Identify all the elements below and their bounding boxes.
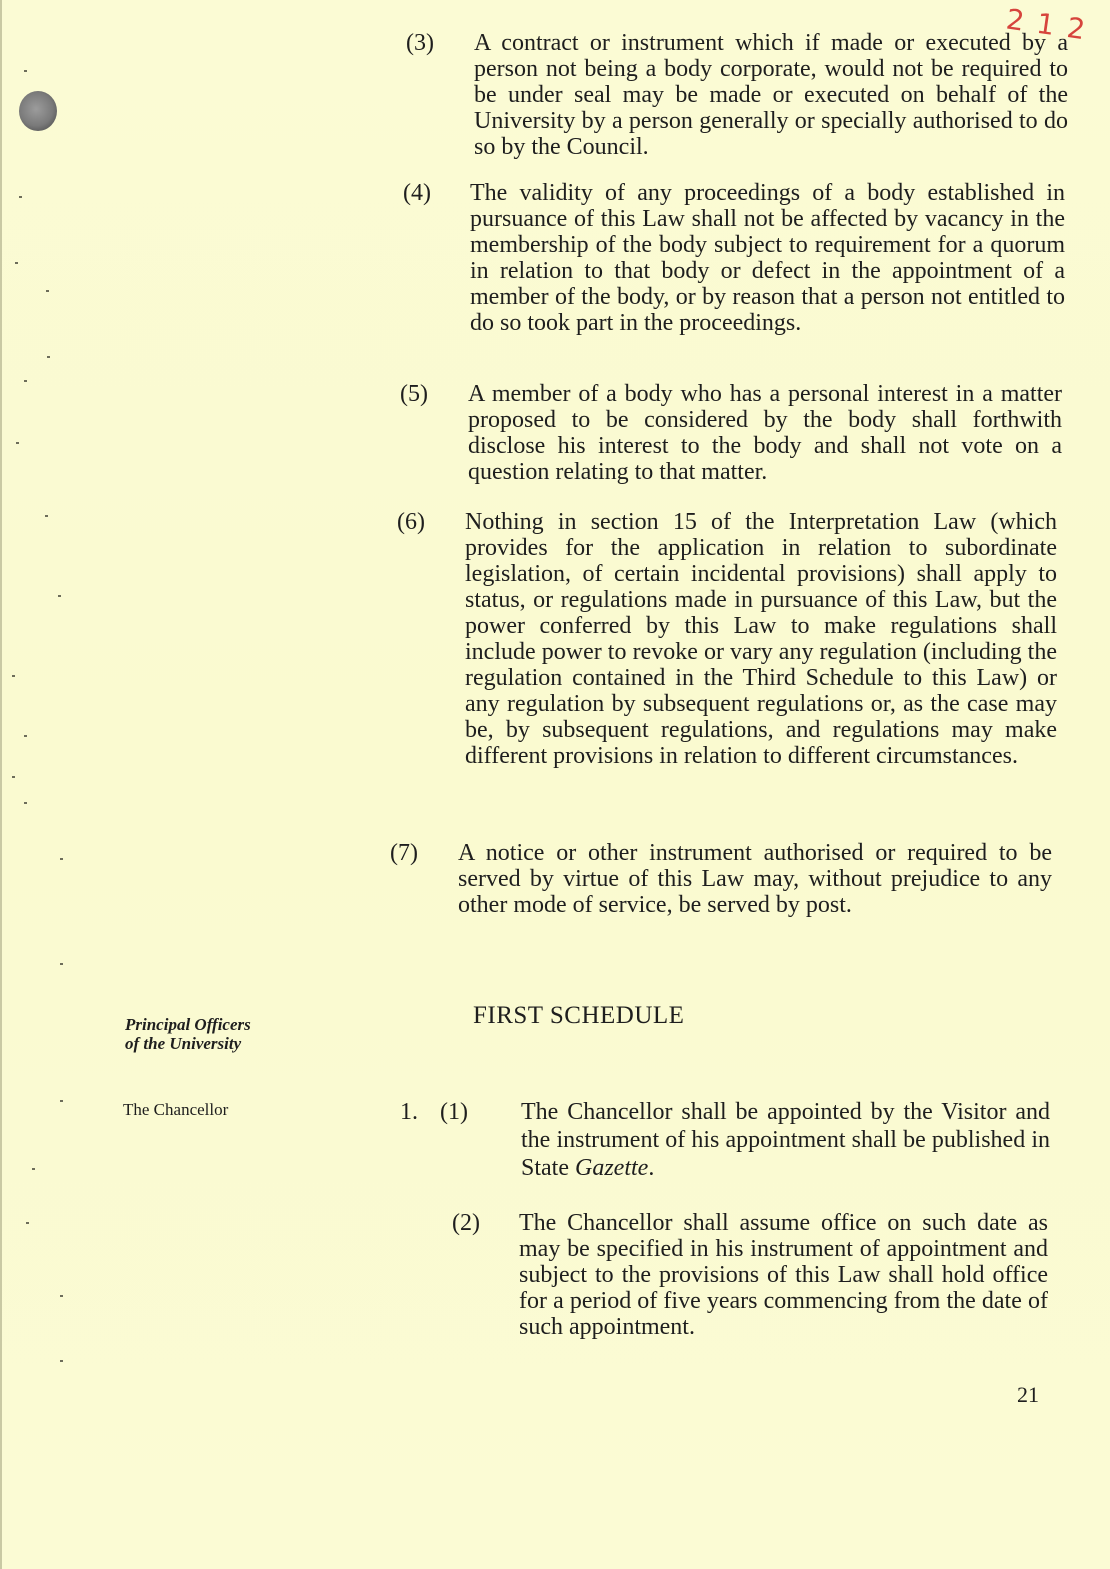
section-text: A member of a body who has a personal interest in a matter proposed to be considered by the body shall forthwith disclose his interest to the body and shall not vote on a question relating to that matter.	[468, 381, 1062, 485]
handwritten-annotation: 2 1 2	[1004, 2, 1090, 47]
item-number: (1)	[440, 1099, 468, 1125]
scan-speck	[24, 802, 27, 804]
item-text-end: .	[648, 1155, 655, 1181]
schedule-item-1-1	[400, 1098, 1050, 1194]
scan-speck	[15, 262, 18, 264]
section-text: A contract or instrument which if made or executed by a person not being a body corporate, would not be required to be under seal may be made or executed on behalf of the University by a person generally or specially authorised to do so by the Council.	[474, 30, 1068, 160]
scan-speck	[60, 1360, 63, 1362]
scan-speck	[24, 735, 27, 737]
scan-speck	[19, 196, 22, 198]
margin-note-line: of the University	[125, 1034, 242, 1053]
margin-note-the-chancellor: The Chancellor	[123, 1100, 229, 1119]
scan-speck	[60, 1295, 63, 1297]
scan-speck	[24, 70, 27, 72]
scan-speck	[16, 442, 19, 444]
paragraph-number: 1.	[400, 1099, 418, 1125]
scan-speck	[46, 290, 49, 292]
page-edge	[0, 0, 2, 1569]
section-number: (5)	[400, 381, 428, 407]
section-text: A notice or other instrument authorised or required to be served by virtue of this Law may, without prejudice to any other mode of service, be served by post.	[458, 840, 1052, 918]
gazette-italic: Gazette	[575, 1155, 649, 1181]
section-number: (7)	[390, 840, 418, 866]
margin-note-principal-officers	[125, 1015, 251, 1053]
scan-speck	[60, 1100, 63, 1102]
scan-speck	[12, 675, 15, 677]
item-text	[521, 1098, 1050, 1182]
schedule-heading: FIRST SCHEDULE	[473, 1002, 685, 1029]
scan-speck	[26, 1222, 29, 1224]
scan-speck	[32, 1168, 35, 1170]
section-text: Nothing in section 15 of the Interpretation Law (which provides for the application in relation to subordinate legislation, of certain incidental provisions) shall apply to status, or regulations made in pursuance of this Law, but the power conferred by this Law to make regulations shall include power to revoke or vary any regulation (including the regulation contained in the Third Schedule to this Law) or any regulation by subsequent regulations or, as the case may be, by subsequent regulations, and regulations may make different provisions in relation to different circumstances.	[465, 509, 1057, 769]
punch-hole	[19, 91, 57, 131]
section-number: (6)	[397, 509, 425, 535]
item-number: (2)	[452, 1210, 480, 1236]
item-text-main: The Chancellor shall be appointed by the Visitor and the instrument of his appointment shall be published in State	[521, 1099, 1050, 1181]
scan-speck	[60, 858, 63, 860]
margin-note-line: Principal Officers	[125, 1015, 251, 1034]
scan-speck	[45, 515, 48, 517]
item-text: The Chancellor shall assume office on such date as may be specified in his instrument of appointment and subject to the provisions of this Law shall hold office for a period of five years commencing from the date of such appointment.	[519, 1210, 1048, 1340]
scan-speck	[24, 380, 27, 382]
page-number: 21	[1017, 1382, 1039, 1407]
scan-speck	[12, 776, 15, 778]
scan-speck	[47, 356, 50, 358]
scan-speck	[58, 595, 61, 597]
section-number: (3)	[406, 30, 434, 56]
section-number: (4)	[403, 180, 431, 206]
section-text: The validity of any proceedings of a body established in pursuance of this Law shall not be affected by vacancy in the membership of the body subject to requirement for a quorum in relation to that body or defect in the appointment of a member of the body, or by reason that a person not entitled to do so took part in the proceedings.	[470, 180, 1065, 336]
scan-speck	[60, 963, 63, 965]
